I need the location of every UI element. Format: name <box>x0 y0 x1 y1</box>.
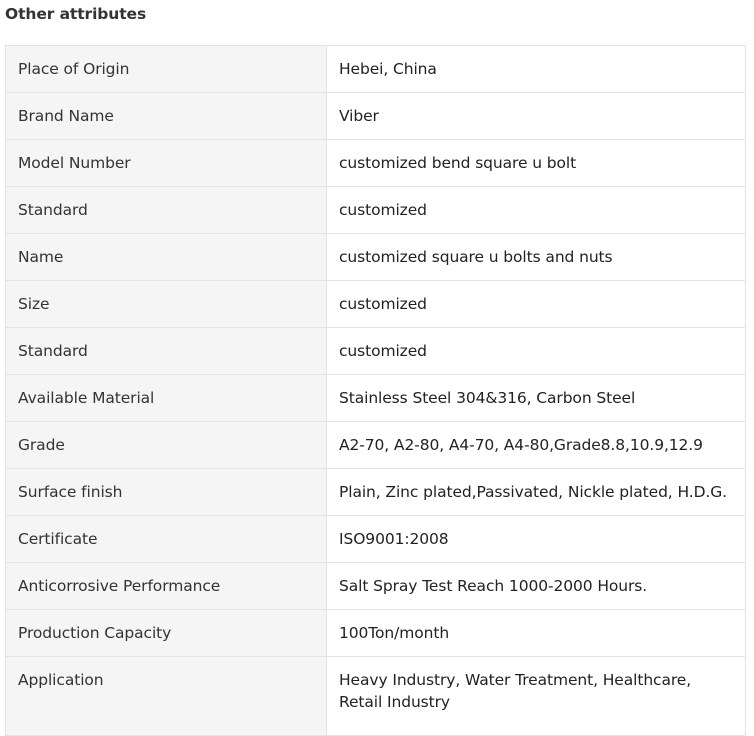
attribute-value: Viber <box>327 93 746 140</box>
attribute-value: A2-70, A2-80, A4-70, A4-80,Grade8.8,10.9,12.9 <box>327 422 746 469</box>
attribute-key: Name <box>6 234 327 281</box>
table-row <box>6 563 746 610</box>
attribute-value: Stainless Steel 304&316, Carbon Steel <box>327 375 746 422</box>
attribute-value: Heavy Industry, Water Treatment, Healthcare, Retail Industry <box>327 657 746 736</box>
attribute-value: customized square u bolts and nuts <box>327 234 746 281</box>
table-row <box>6 375 746 422</box>
attribute-value: customized <box>327 187 746 234</box>
section-title: Other attributes <box>5 5 147 23</box>
attribute-key: Standard <box>6 328 327 375</box>
attribute-key: Surface finish <box>6 469 327 516</box>
attribute-value: customized bend square u bolt <box>327 140 746 187</box>
table-row <box>6 610 746 657</box>
attributes-table <box>5 45 746 736</box>
attribute-value: customized <box>327 281 746 328</box>
table-row <box>6 234 746 281</box>
attribute-value: Hebei, China <box>327 46 746 93</box>
table-row <box>6 328 746 375</box>
table-row <box>6 422 746 469</box>
table-row <box>6 187 746 234</box>
attribute-key: Brand Name <box>6 93 327 140</box>
attribute-key: Production Capacity <box>6 610 327 657</box>
attribute-key: Place of Origin <box>6 46 327 93</box>
table-row <box>6 469 746 516</box>
table-row <box>6 93 746 140</box>
table-row <box>6 516 746 563</box>
attribute-value: customized <box>327 328 746 375</box>
attribute-key: Standard <box>6 187 327 234</box>
attribute-key: Anticorrosive Performance <box>6 563 327 610</box>
attribute-value: 100Ton/month <box>327 610 746 657</box>
table-row <box>6 140 746 187</box>
attribute-key: Size <box>6 281 327 328</box>
table-row <box>6 46 746 93</box>
table-row <box>6 657 746 736</box>
attribute-value: Salt Spray Test Reach 1000-2000 Hours. <box>327 563 746 610</box>
table-row <box>6 281 746 328</box>
attribute-value: ISO9001:2008 <box>327 516 746 563</box>
attribute-value: Plain, Zinc plated,Passivated, Nickle plated, H.D.G. <box>327 469 746 516</box>
attribute-key: Model Number <box>6 140 327 187</box>
attribute-key: Certificate <box>6 516 327 563</box>
attribute-key: Available Material <box>6 375 327 422</box>
attribute-key: Application <box>6 657 327 736</box>
attribute-key: Grade <box>6 422 327 469</box>
